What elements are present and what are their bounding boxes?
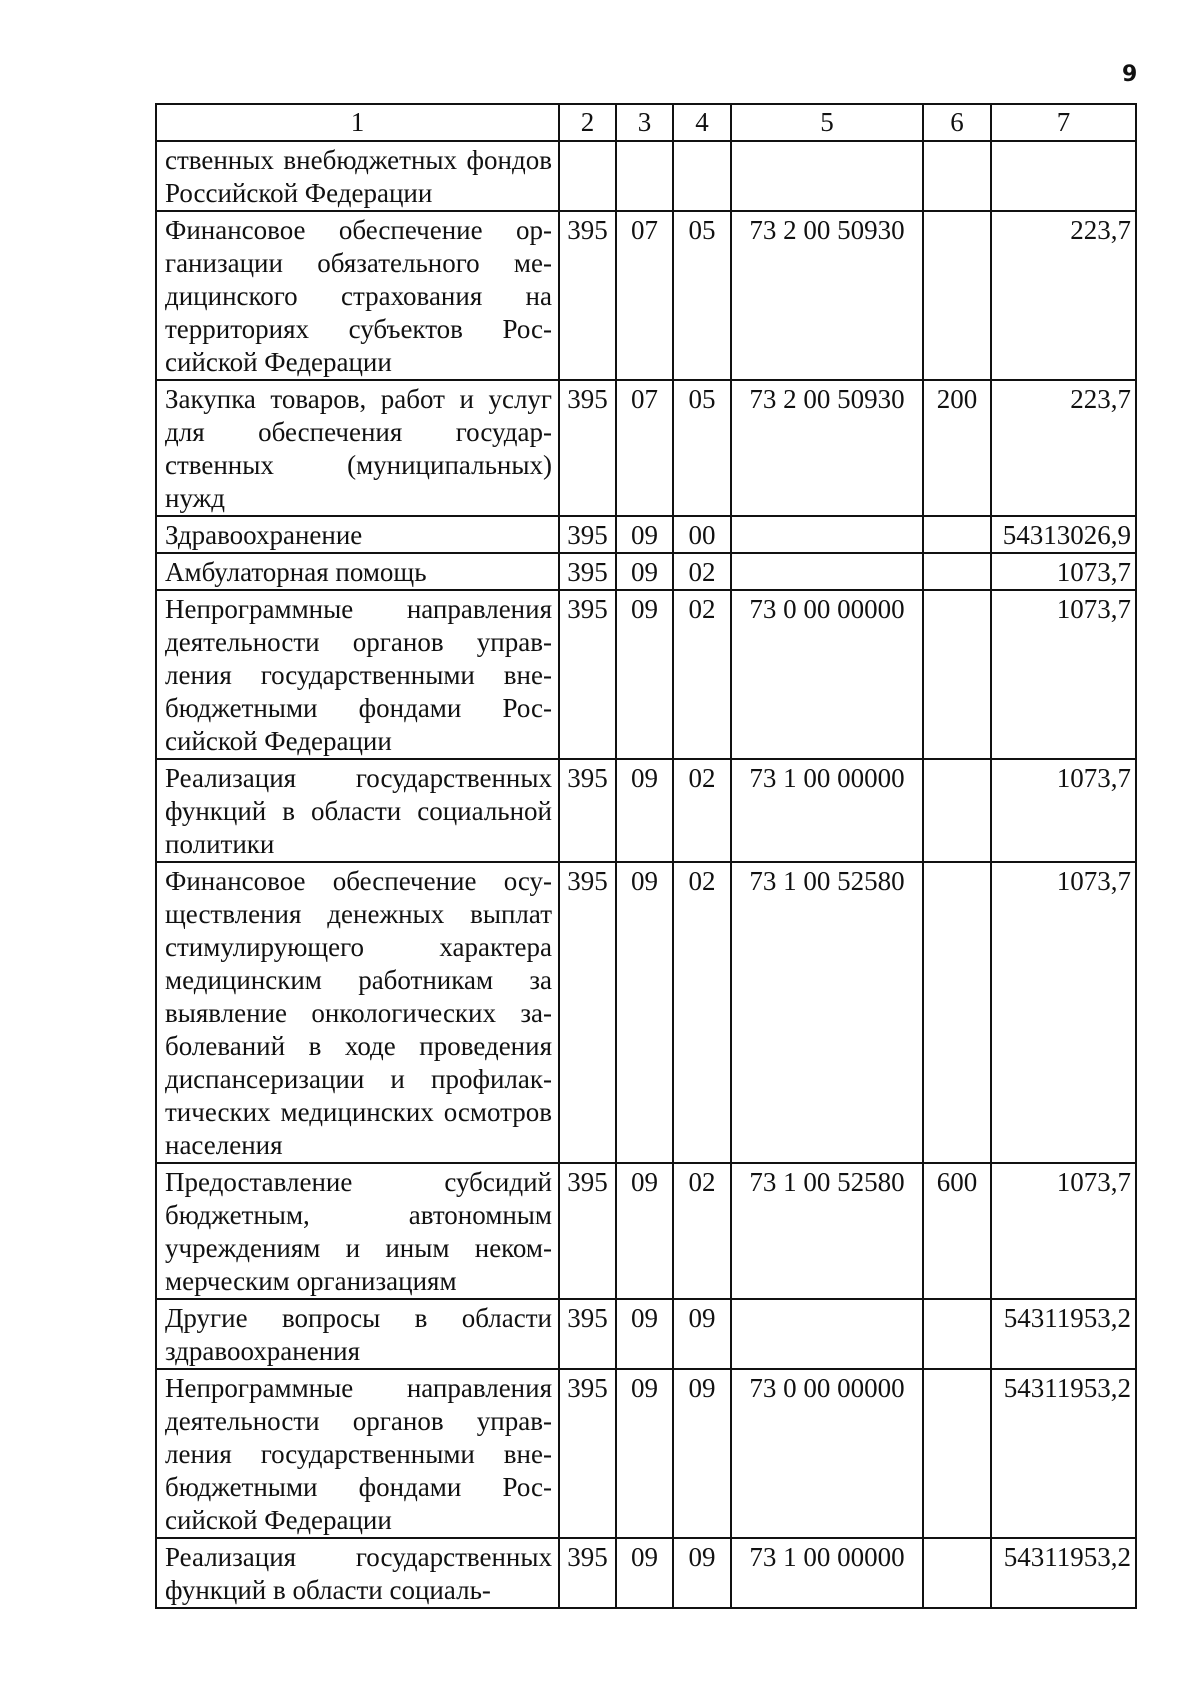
row-code-3-cell: 09 (616, 759, 673, 862)
row-code-2-cell: 395 (559, 1369, 616, 1538)
row-code-3-cell: 09 (616, 1369, 673, 1538)
table-row (156, 1538, 1136, 1608)
row-code-5-cell (731, 141, 923, 211)
row-code-3-cell: 09 (616, 1299, 673, 1369)
row-amount-cell: 1073,7 (991, 862, 1136, 1163)
row-amount-cell: 1073,7 (991, 590, 1136, 759)
row-name-cell: Здравоохранение (156, 516, 559, 553)
row-code-4-cell: 05 (673, 211, 731, 380)
row-code-3-cell: 07 (616, 211, 673, 380)
table-row (156, 141, 1136, 211)
row-code-6-cell: 600 (923, 1163, 991, 1299)
row-code-4-cell: 02 (673, 553, 731, 590)
row-code-4-cell: 09 (673, 1538, 731, 1608)
row-code-4-cell: 00 (673, 516, 731, 553)
row-amount-cell: 223,7 (991, 380, 1136, 516)
row-code-4-cell: 09 (673, 1369, 731, 1538)
row-code-6-cell (923, 590, 991, 759)
row-amount-cell: 54311953,2 (991, 1538, 1136, 1608)
row-code-2-cell: 395 (559, 862, 616, 1163)
row-code-3-cell: 09 (616, 862, 673, 1163)
row-amount-cell: 54311953,2 (991, 1299, 1136, 1369)
row-code-2-cell: 395 (559, 516, 616, 553)
row-code-5-cell: 73 1 00 00000 (731, 759, 923, 862)
table-row (156, 1369, 1136, 1538)
row-name-cell: Закупка товаров, работ и услуг для обеспечения государственных (муниципальных) нужд (156, 380, 559, 516)
table-row (156, 553, 1136, 590)
row-code-6-cell (923, 759, 991, 862)
row-code-4-cell: 02 (673, 590, 731, 759)
table-row (156, 1299, 1136, 1369)
row-code-6-cell (923, 553, 991, 590)
row-code-2-cell: 395 (559, 211, 616, 380)
row-name-cell: ственных внебюджетных фондов Российской Федерации (156, 141, 559, 211)
row-code-5-cell: 73 2 00 50930 (731, 211, 923, 380)
row-amount-cell (991, 141, 1136, 211)
row-code-2-cell: 395 (559, 1163, 616, 1299)
row-code-5-cell: 73 1 00 52580 (731, 1163, 923, 1299)
row-name-cell: Предоставление субсидий бюджетным, автономным учреждениям и иным некоммерческим организациям (156, 1163, 559, 1299)
table-row (156, 590, 1136, 759)
budget-table (155, 103, 1137, 1609)
header-cell-3: 3 (616, 104, 673, 141)
row-code-6-cell (923, 862, 991, 1163)
row-code-4-cell: 02 (673, 759, 731, 862)
row-code-5-cell: 73 2 00 50930 (731, 380, 923, 516)
header-cell-1: 1 (156, 104, 559, 141)
row-code-4-cell: 02 (673, 1163, 731, 1299)
row-code-2-cell: 395 (559, 759, 616, 862)
row-code-6-cell (923, 141, 991, 211)
row-code-2-cell: 395 (559, 1299, 616, 1369)
row-code-2-cell: 395 (559, 553, 616, 590)
row-code-6-cell (923, 1369, 991, 1538)
row-code-5-cell: 73 0 00 00000 (731, 590, 923, 759)
page-number: 9 (1122, 62, 1138, 87)
row-name-cell: Реализация государственных функций в области социальной политики (156, 759, 559, 862)
row-code-5-cell (731, 1299, 923, 1369)
row-code-6-cell (923, 516, 991, 553)
header-cell-5: 5 (731, 104, 923, 141)
table-row (156, 211, 1136, 380)
row-amount-cell: 54313026,9 (991, 516, 1136, 553)
row-name-cell: Непрограммные направления деятельности органов управления государственными внебюджетными фондами Российской Федерации (156, 1369, 559, 1538)
row-code-3-cell (616, 141, 673, 211)
row-code-5-cell (731, 553, 923, 590)
row-code-2-cell: 395 (559, 1538, 616, 1608)
row-code-6-cell (923, 1299, 991, 1369)
row-code-2-cell: 395 (559, 590, 616, 759)
row-name-cell: Другие вопросы в области здравоохранения (156, 1299, 559, 1369)
row-amount-cell: 1073,7 (991, 759, 1136, 862)
row-amount-cell: 1073,7 (991, 1163, 1136, 1299)
header-cell-6: 6 (923, 104, 991, 141)
row-code-2-cell: 395 (559, 380, 616, 516)
row-code-6-cell (923, 1538, 991, 1608)
row-code-5-cell: 73 1 00 00000 (731, 1538, 923, 1608)
header-row (156, 104, 1136, 141)
row-code-4-cell: 09 (673, 1299, 731, 1369)
header-cell-7: 7 (991, 104, 1136, 141)
row-code-4-cell (673, 141, 731, 211)
table-row (156, 759, 1136, 862)
row-code-3-cell: 09 (616, 590, 673, 759)
row-name-cell: Финансовое обеспечение осуществления денежных выплат стимулирующего характера медицинским работникам за выявление онкологических заболеваний в ходе проведения диспансеризации и профилактических медицинских осмотров населения (156, 862, 559, 1163)
row-code-4-cell: 05 (673, 380, 731, 516)
row-code-5-cell: 73 0 00 00000 (731, 1369, 923, 1538)
row-code-5-cell (731, 516, 923, 553)
row-code-4-cell: 02 (673, 862, 731, 1163)
row-code-6-cell (923, 211, 991, 380)
row-amount-cell: 223,7 (991, 211, 1136, 380)
row-code-3-cell: 09 (616, 1163, 673, 1299)
header-cell-2: 2 (559, 104, 616, 141)
row-code-3-cell: 09 (616, 553, 673, 590)
row-code-6-cell: 200 (923, 380, 991, 516)
table-row (156, 862, 1136, 1163)
row-code-5-cell: 73 1 00 52580 (731, 862, 923, 1163)
row-code-3-cell: 09 (616, 516, 673, 553)
row-name-cell: Реализация государственных функций в области социаль- (156, 1538, 559, 1608)
table-row (156, 380, 1136, 516)
row-amount-cell: 54311953,2 (991, 1369, 1136, 1538)
header-cell-4: 4 (673, 104, 731, 141)
row-name-cell: Непрограммные направления деятельности органов управления государственными внебюджетными фондами Российской Федерации (156, 590, 559, 759)
row-amount-cell: 1073,7 (991, 553, 1136, 590)
table-row (156, 1163, 1136, 1299)
row-name-cell: Финансовое обеспечение организации обязательного медицинского страхования на территориях субъектов Российской Федерации (156, 211, 559, 380)
row-code-3-cell: 09 (616, 1538, 673, 1608)
table-row (156, 516, 1136, 553)
row-name-cell: Амбулаторная помощь (156, 553, 559, 590)
row-code-2-cell (559, 141, 616, 211)
row-code-3-cell: 07 (616, 380, 673, 516)
